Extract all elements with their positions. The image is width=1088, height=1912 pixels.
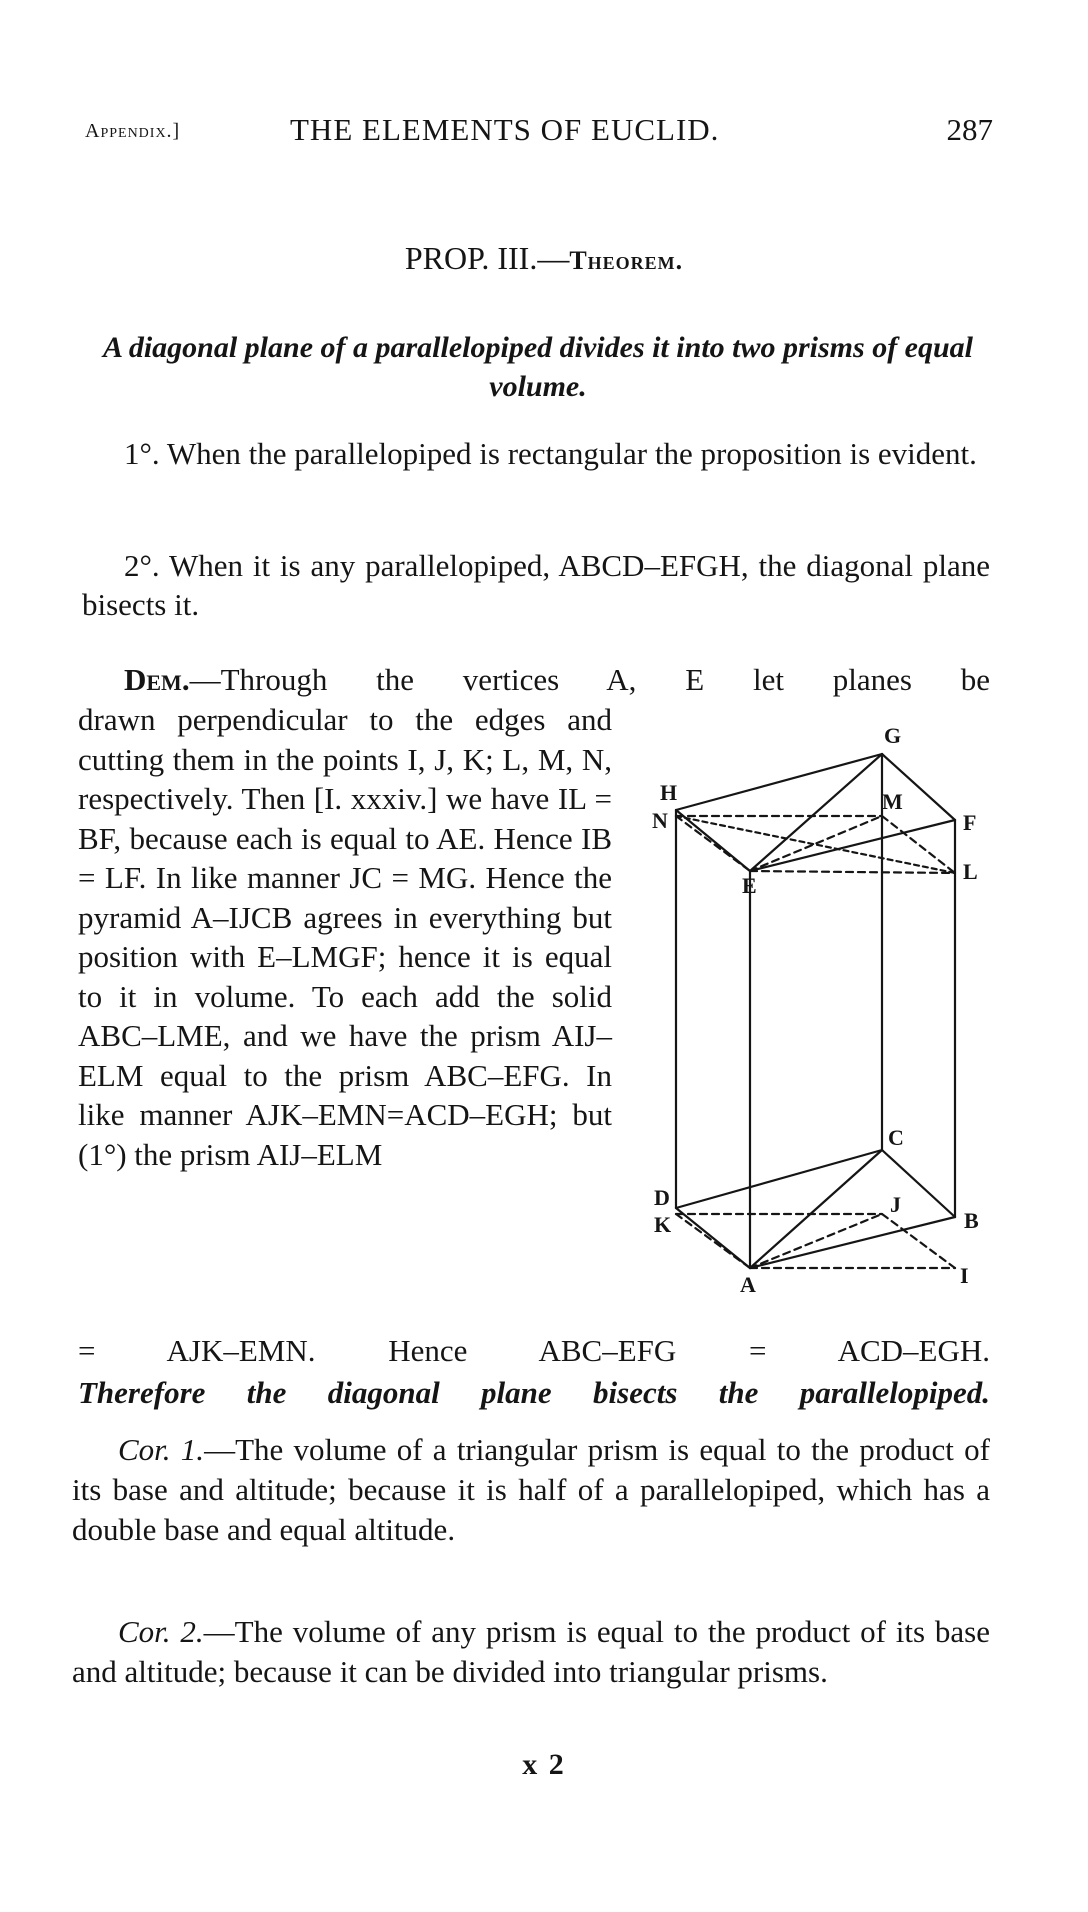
demonstration-body: drawn perpendicular to the edges and cutting them in the points I, J, K; L, M, N, respectively. Then [I. xxxiv.] we have IL = BF, because each is equal to AE. Hence IB = LF. In like manner JC = MG. Hence the pyramid A–IJCB agrees in everything but position with E–LMGF; hence it is equal to it in volume. To each add the solid ABC–LME, and we have the prism AIJ–ELM equal to the prism ABC–EFG. In like manner AJK–EMN=ACD–EGH; but (1°) the prism AIJ–ELM [78, 702, 612, 1172]
section-EL [750, 871, 955, 873]
case-one-paragraph: 1°. When the parallelopiped is rectangular the proposition is evident. [124, 436, 977, 471]
proposition-heading [0, 240, 1088, 277]
corollary-2-lead: Cor. 2. [118, 1614, 204, 1649]
running-head-section: Appendix.] [85, 120, 181, 142]
corollary-2 [72, 1612, 990, 1692]
figure-edges [676, 754, 955, 1268]
page-number: 287 [946, 112, 993, 147]
figure-label-g: G [884, 723, 902, 748]
figure-label-e: E [742, 873, 757, 898]
demonstration-ending: = AJK–EMN. Hence ABC–EFG = ACD–EGH. [78, 1333, 990, 1368]
parallelopiped-figure [630, 705, 1000, 1325]
case-two-paragraph: 2°. When it is any parallelopiped, ABCD–EFGH, the diagonal plane bisects it. [82, 548, 990, 622]
figure-label-i: I [960, 1263, 969, 1288]
proposition-label: PROP. III.— [404, 240, 570, 276]
demonstration-lead: Dem. [124, 662, 190, 697]
running-head [85, 112, 993, 152]
corollary-2-text: —The volume of any prism is equal to the product of its base and altitude; because it can be divided into triangular prisms. [72, 1614, 991, 1689]
figure-label-c: C [888, 1125, 904, 1150]
figure-label-d: D [654, 1185, 670, 1210]
corollary-1 [72, 1430, 990, 1550]
figure-label-j: J [890, 1192, 901, 1217]
enunciation: A diagonal plane of a parallelopiped divides it into two prisms of equal volume. [102, 331, 974, 403]
figure-label-a: A [740, 1272, 756, 1297]
demonstration-first-text: —Through the vertices A, E let planes be [189, 662, 990, 697]
edge-AB [750, 1217, 955, 1268]
running-head-title: THE ELEMENTS OF EUCLID. [290, 112, 720, 147]
corollary-1-text: —The volume of a triangular prism is equal to the product of its base and altitude; because it is half of a parallelopiped, which has a double base and equal altitude. [72, 1432, 990, 1547]
signature-mark: x 2 [522, 1748, 566, 1781]
figure-label-k: K [654, 1212, 672, 1237]
demonstration-conclusion: Therefore the diagonal plane bisects the parallelopiped. [78, 1375, 990, 1410]
figure-label-n: N [652, 808, 668, 833]
section-KA [676, 1214, 750, 1268]
figure-label-l: L [963, 859, 978, 884]
figure-label-f: F [963, 810, 977, 835]
figure-label-b: B [964, 1208, 979, 1233]
section-JI [882, 1214, 955, 1268]
figure-label-h: H [660, 780, 678, 805]
figure-label-m: M [882, 789, 903, 814]
proposition-kind: Theorem. [569, 246, 684, 275]
corollary-1-lead: Cor. 1. [118, 1432, 205, 1467]
demonstration-first-line [82, 660, 990, 699]
